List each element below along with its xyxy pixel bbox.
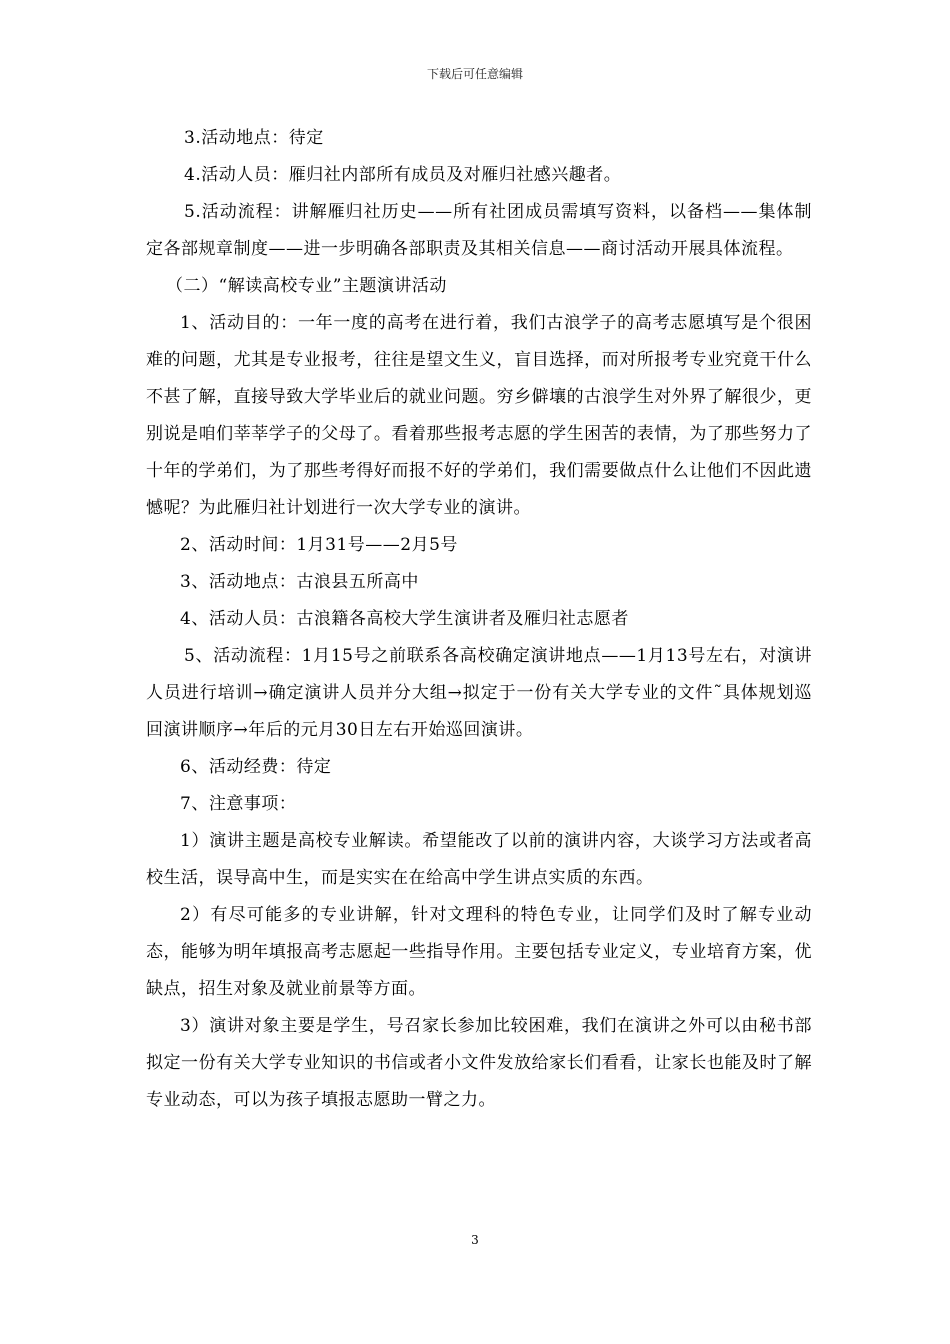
- paragraph-note-2: 2）有尽可能多的专业讲解，针对文理科的特色专业，让同学们及时了解专业动态，能够为明年填报高考志愿起一些指导作用。主要包括专业定义，专业培育方案，优缺点，招生对象及就业前景等方面。: [146, 905, 812, 999]
- paragraph-lecture-location: 3、活动地点：古浪县五所高中: [180, 572, 419, 592]
- page-header: 下载后可任意编辑: [426, 67, 523, 81]
- paragraph-lecture-purpose: 1、活动目的：一年一度的高考在进行着，我们古浪学子的高考志愿填写是个很困难的问题，尤其是专业报考，往往是望文生义，盲目选择，而对所报考专业究竟干什么不甚了解，直接导致大学毕业后的就业问题。穷乡僻壤的古浪学生对外界了解很少，更别说是咱们莘莘学子的父母了。看着那些报考志愿的学生困苦的表情，为了那些努力了十年的学弟们，为了那些考得好而报不好的学弟们，我们需要做点什么让他们不因此遗憾呢？为此雁归社计划进行一次大学专业的演讲。: [146, 313, 812, 518]
- paragraph-activity-members: 4.活动人员：雁归社内部所有成员及对雁归社感兴趣者。: [184, 165, 622, 185]
- paragraph-lecture-time: 2、活动时间：1月31号——2月5号: [180, 535, 458, 555]
- paragraph-lecture-budget: 6、活动经费：待定: [180, 757, 332, 777]
- paragraph-activity-location: 3.活动地点：待定: [184, 128, 324, 148]
- paragraph-lecture-members: 4、活动人员：古浪籍各高校大学生演讲者及雁归社志愿者: [180, 609, 629, 629]
- paragraph-note-1: 1）演讲主题是高校专业解读。希望能改了以前的演讲内容，大谈学习方法或者高校生活，误导高中生，而是实实在在给高中学生讲点实质的东西。: [146, 831, 812, 888]
- document-body: [146, 120, 812, 1119]
- paragraph-note-3: 3）演讲对象主要是学生，号召家长参加比较困难，我们在演讲之外可以由秘书部拟定一份有关大学专业知识的书信或者小文件发放给家长们看看，让家长也能及时了解专业动态，可以为孩子填报志愿助一臂之力。: [146, 1016, 812, 1110]
- paragraph-lecture-process: 5、活动流程：1月15号之前联系各高校确定演讲地点——1月13号左右，对演讲人员进行培训→确定演讲人员并分大组→拟定于一份有关大学专业的文件˜具体规划巡回演讲顺序→年后的元月30日左右开始巡回演讲。: [146, 646, 812, 740]
- page-number: 3: [471, 1233, 479, 1247]
- paragraph-activity-process: 5.活动流程：讲解雁归社历史——所有社团成员需填写资料，以备档——集体制定各部规章制度——进一步明确各部职责及其相关信息——商讨活动开展具体流程。: [146, 202, 812, 259]
- paragraph-notes-heading: 7、注意事项：: [180, 794, 297, 814]
- section-heading-lecture: （二）“解读高校专业”主题演讲活动: [166, 276, 447, 296]
